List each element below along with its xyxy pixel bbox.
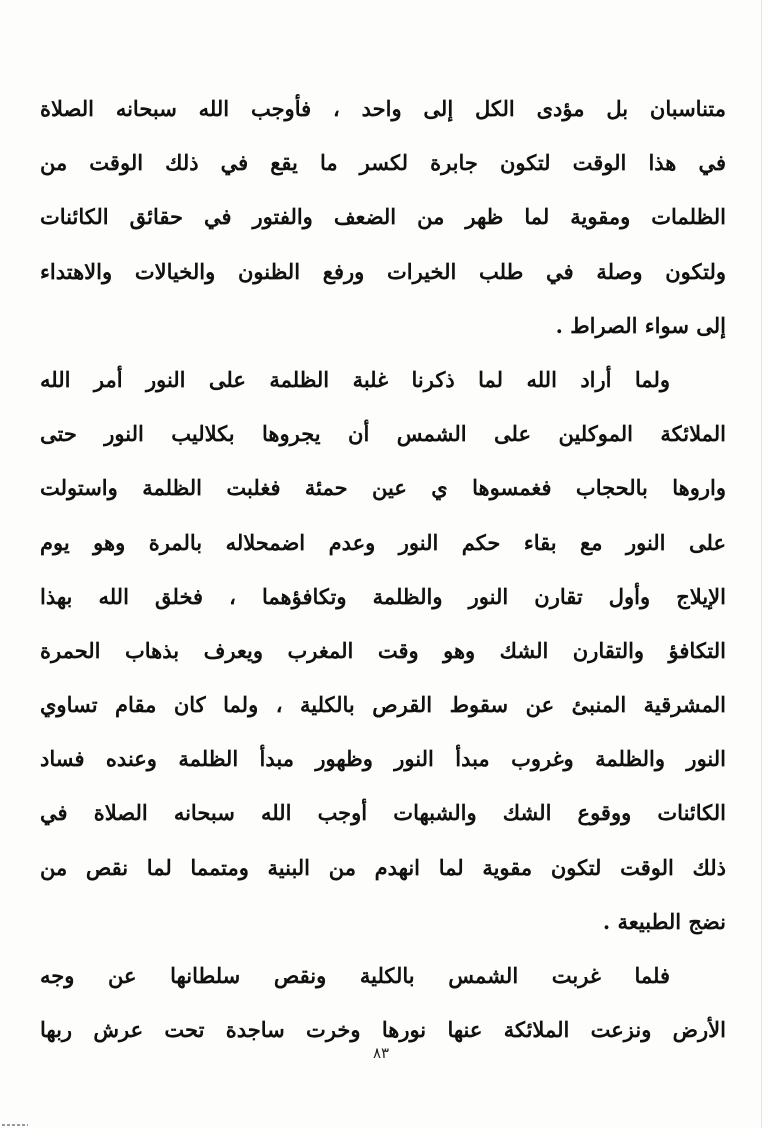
text-line: الإيلاج وأول تقارن النور والظلمة وتكافؤهما ، فخلق الله بهذا bbox=[40, 583, 726, 609]
text-line: على النور مع بقاء حكم النور وعدم اضمحلاله بالمرة وهو يوم bbox=[40, 529, 726, 555]
text-line: الملائكة الموكلين على الشمس أن يجروها بكلاليب النور حتى bbox=[40, 421, 726, 447]
text-line: الأرض ونزعت الملائكة عنها نورها وخرت ساجدة تحت عرش ربها bbox=[40, 1017, 726, 1043]
text-line: المشرقية المنبئ عن سقوط القرص بالكلية ، ولما كان مقام تساوي bbox=[40, 692, 726, 718]
text-line: النور والظلمة وغروب مبدأ النور وظهور مبدأ الظلمة وعنده فساد bbox=[40, 746, 726, 772]
text-line-paragraph-end: نضج الطبيعة . bbox=[602, 908, 726, 934]
text-line: ولتكون وصلة في طلب الخيرات ورفع الظنون والخيالات والاهتداء bbox=[40, 258, 726, 284]
page-number: ٨٣ bbox=[372, 1044, 390, 1062]
text-line: ولما أراد الله لما ذكرنا غلبة الظلمة على النور أمر الله bbox=[40, 366, 670, 392]
text-line: متناسبان بل مؤدى الكل إلى واحد ، فأوجب الله سبحانه الصلاة bbox=[40, 96, 726, 121]
text-line: الكائنات ووقوع الشك والشبهات أوجب الله سبحانه الصلاة في bbox=[40, 800, 726, 826]
text-line-paragraph-end: إلى سواء الصراط . bbox=[555, 312, 726, 338]
body-text bbox=[40, 82, 726, 1057]
text-line: الظلمات ومقوية لما ظهر من الضعف والفتور في حقائق الكائنات bbox=[40, 204, 726, 230]
text-line: واروها بالحجاب فغمسوها ي عين حمئة فغلبت الظلمة واستولت bbox=[40, 475, 726, 501]
text-line: ذلك الوقت لتكون مقوية لما انهدم من البنية ومتمما لما نقص من bbox=[40, 854, 726, 880]
text-line: التكافؤ والتقارن الشك وهو وقت المغرب ويعرف بذهاب الحمرة bbox=[40, 637, 726, 663]
scan-corner-mark bbox=[2, 1124, 28, 1126]
text-line: في هذا الوقت لتكون جابرة لكسر ما يقع في ذلك الوقت من bbox=[40, 150, 726, 176]
text-line: فلما غربت الشمس بالكلية ونقص سلطانها عن وجه bbox=[40, 963, 670, 988]
